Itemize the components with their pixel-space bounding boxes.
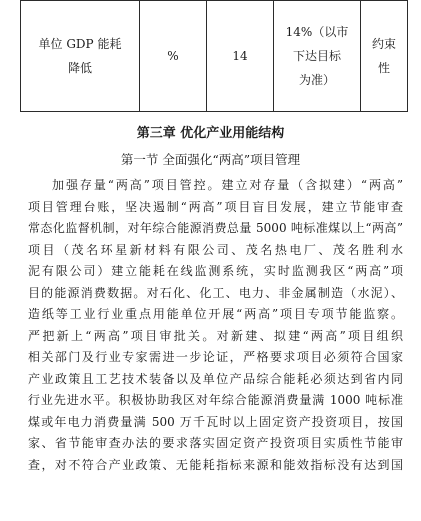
indicator-line-2: 降低 — [67, 61, 92, 75]
body-line: 项目（茂名环星新材料有限公司、茂名热电厂、茂名胜利水 — [28, 242, 403, 257]
chapter-title: 第三章 优化产业用能结构 — [136, 126, 285, 141]
table-row — [21, 1, 408, 112]
target-line-3: 为准） — [298, 73, 335, 87]
body-line: 查，对不符合产业政策、无能耗指标来源和能效指标没有达到国 — [28, 457, 403, 472]
section-title: 第一节 全面强化“两高”项目管理 — [120, 152, 301, 167]
body-line: 行业先进水平。积极协助我区对年综合能源消费量满 1000 吨标准 — [28, 393, 403, 407]
indicator-line-1: 单位 GDP 能耗 — [38, 37, 122, 51]
unit-cell: % — [140, 1, 207, 112]
body-line: 产业政策且工艺技术装备以及单位产品综合能耗必须达到省内同 — [28, 371, 403, 386]
target-cell — [274, 1, 361, 112]
target-line-2: 下达目标 — [292, 49, 341, 63]
body-line: 家、省节能审查办法的要求落实固定资产投资项目实质性节能审 — [28, 436, 403, 450]
body-line: 泥有限公司）建立能耗在线监测系统，实时监测我区“两高”项 — [28, 264, 403, 278]
body-line: 目的能源消费数据。对石化、化工、电力、非金属制造（水泥）、 — [28, 285, 403, 300]
metrics-table — [20, 0, 408, 112]
body-line: 常态化监督机制，对年综合能源消费总量 5000 吨标准煤以上“两高” — [28, 221, 403, 235]
body-line: 造纸等工业行业重点用能单位开展“两高”项目专项节能监察。 — [28, 307, 403, 321]
type-line-1: 约束 — [371, 37, 396, 51]
indicator-cell — [21, 1, 140, 112]
type-line-2: 性 — [377, 61, 390, 75]
body-text — [28, 175, 403, 476]
body-line: 严把新上“两高”项目审批关。对新建、拟建“两高”项目组织 — [28, 328, 403, 343]
body-line: 项目管理台账，坚决遏制“两高”项目盲目发展，建立节能审查 — [28, 199, 403, 214]
value-cell: 14 — [207, 1, 274, 112]
type-cell — [361, 1, 408, 112]
metrics-table-container — [20, 0, 408, 112]
body-line: 煤或年电力消费量满 500 万千瓦时以上固定资产投资项目，按国 — [28, 414, 403, 429]
body-line: 加强存量“两高”项目管控。建立对存量（含拟建）“两高” — [52, 178, 403, 192]
target-line-1: 14%（以市 — [285, 25, 349, 39]
body-line: 相关部门及行业专家需进一步论证，严格要求项目必须符合国家 — [28, 350, 403, 364]
